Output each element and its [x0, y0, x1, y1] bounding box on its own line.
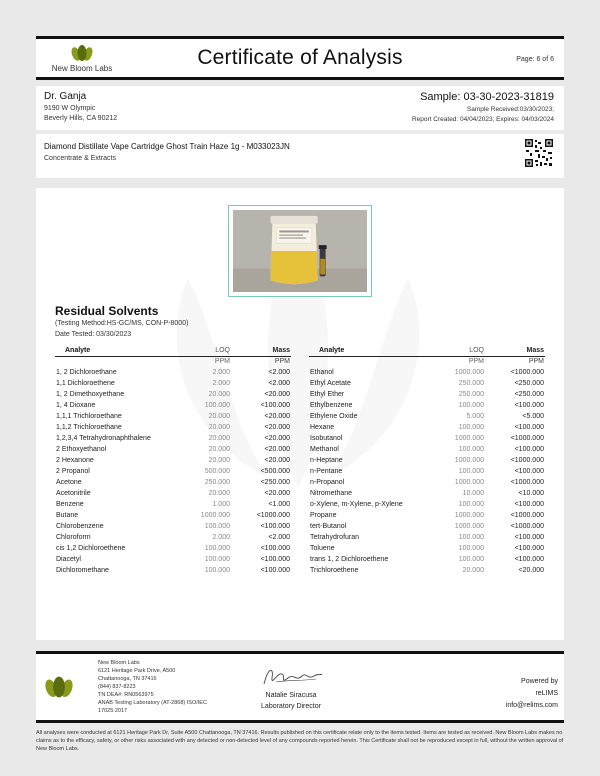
col-mass: Mass — [485, 345, 545, 356]
loq-cell: 100.000 — [458, 556, 484, 563]
loq-cell: 100.000 — [458, 545, 484, 552]
footer-dea: TN DEA#: RN0563975 — [98, 692, 154, 698]
loq-cell: 100.000 — [204, 523, 230, 530]
loq-cell: 5.000 — [466, 413, 484, 420]
analyte-cell: Benzene — [56, 501, 84, 508]
mass-cell: <20.000 — [264, 424, 290, 431]
loq-cell: 1000.000 — [454, 523, 484, 530]
table-row — [55, 367, 291, 378]
mass-unit: PPM — [274, 358, 290, 366]
table-row — [309, 433, 545, 444]
table-row — [309, 477, 545, 488]
date-tested: Date Tested: 03/30/2023 — [55, 331, 132, 338]
signer-role: Laboratory Director — [261, 703, 321, 710]
analyte-cell: 1,1 Dichloroethene — [56, 380, 115, 387]
table-header-row — [309, 345, 545, 356]
signature-icon — [258, 664, 324, 690]
table-row — [309, 510, 545, 521]
analyte-cell: Methanol — [310, 446, 339, 453]
powered-by-label: Powered by — [521, 678, 558, 685]
col-mass: Mass — [231, 345, 291, 356]
mass-cell: <10.000 — [518, 490, 544, 497]
sample-photo — [228, 205, 372, 297]
table-row — [309, 565, 545, 576]
table-row — [55, 444, 291, 455]
footer — [36, 651, 564, 723]
loq-unit: PPM — [468, 358, 484, 366]
header — [36, 36, 564, 80]
analyte-cell: trans 1, 2 Dichloroethene — [310, 556, 389, 563]
loq-cell: 1.000 — [212, 501, 230, 508]
loq-cell: 20.000 — [208, 490, 230, 497]
mass-cell: <20.000 — [264, 457, 290, 464]
mass-cell: <20.000 — [264, 490, 290, 497]
table-row — [55, 565, 291, 576]
loq-cell: 250.000 — [458, 380, 484, 387]
analyte-cell: Acetone — [56, 479, 82, 486]
loq-cell: 1000.000 — [454, 512, 484, 519]
mass-cell: <100.000 — [260, 545, 290, 552]
analyte-cell: 2 Propanol — [56, 468, 90, 475]
sample-dates — [412, 105, 554, 125]
loq-cell: 100.000 — [204, 556, 230, 563]
mass-cell: <20.000 — [264, 435, 290, 442]
mass-cell: <20.000 — [518, 567, 544, 574]
analyte-cell: 1, 4 Dioxane — [56, 402, 96, 409]
mass-cell: <250.000 — [260, 479, 290, 486]
loq-unit: PPM — [214, 358, 230, 366]
table-header-row — [55, 345, 291, 356]
product-category: Concentrate & Extracts — [44, 155, 116, 162]
loq-cell: 1000.000 — [454, 369, 484, 376]
footer-accreditation: ANAB Testing Laboratory (AT-2868) ISO/IEC — [98, 700, 207, 706]
mass-cell: <20.000 — [264, 391, 290, 398]
table-row — [55, 510, 291, 521]
page-title: Certificate of Analysis — [197, 46, 403, 69]
table-row — [309, 488, 545, 499]
analyte-cell: Acetonitrile — [56, 490, 91, 497]
powered-by — [506, 676, 558, 712]
col-loq: LOQ — [425, 345, 485, 356]
col-analyte: Analyte — [55, 345, 171, 356]
sample-received: Sample Received:03/30/2023; — [466, 106, 554, 113]
mass-cell: <2.000 — [268, 369, 290, 376]
analyte-cell: 1,1,2 Trichloroethane — [56, 424, 122, 431]
table-row — [55, 389, 291, 400]
mass-cell: <1000.000 — [510, 479, 544, 486]
loq-cell: 20.000 — [208, 435, 230, 442]
mass-cell: <250.000 — [514, 391, 544, 398]
table-row — [55, 433, 291, 444]
mass-cell: <2.000 — [268, 380, 290, 387]
loq-cell: 1000.000 — [454, 435, 484, 442]
analyte-cell: Ethanol — [310, 369, 334, 376]
bloom-logo-icon — [42, 674, 76, 700]
mass-cell: <100.000 — [260, 567, 290, 574]
mass-cell: <100.000 — [514, 468, 544, 475]
disclaimer: All analyses were conducted at 6121 Heritage Park Dr, Suite A500 Chattanooga, TN 37416. Results published on this certificate relate only to the items tested. Items are tested as received. New Bloom Labs makes no claims as to the efficacy, safety, or other risks associated with any detected or non-detected level of any compounds reported herein. This Certificate shall not be reproduced except in full, without the written approval of New Bloom Labs. — [36, 730, 564, 752]
table-row — [55, 477, 291, 488]
footer-lab-name: New Bloom Labs — [98, 660, 140, 666]
solvents-table-left — [55, 345, 291, 576]
lab-address-block — [98, 659, 207, 715]
analyte-cell: 2 Ethoxyethanol — [56, 446, 107, 453]
mass-cell: <5.000 — [522, 413, 544, 420]
mass-cell: <1000.000 — [510, 523, 544, 530]
loq-cell: 20.000 — [208, 446, 230, 453]
analyte-cell: Chloroform — [56, 534, 91, 541]
analyte-cell: Isobutanol — [310, 435, 343, 442]
analyte-cell: 1, 2 Dimethoxyethane — [56, 391, 125, 398]
relims-email[interactable]: info@relims.com — [505, 702, 558, 709]
table-row — [55, 400, 291, 411]
analyte-cell: Ethyl Ether — [310, 391, 345, 398]
table-row — [309, 521, 545, 532]
analyte-cell: Propane — [310, 512, 337, 519]
table-row — [55, 378, 291, 389]
analyte-cell: tert-Butanol — [310, 523, 347, 530]
mass-cell: <1.000 — [268, 501, 290, 508]
analyte-cell: Butane — [56, 512, 79, 519]
table-row — [309, 389, 545, 400]
client-info — [36, 86, 564, 130]
table-row — [309, 554, 545, 565]
mass-cell: <100.000 — [260, 523, 290, 530]
analyte-cell: Ethylene Oxide — [310, 413, 358, 420]
loq-cell: 100.000 — [458, 402, 484, 409]
analyte-cell: Trichloroethene — [310, 567, 359, 574]
mass-cell: <100.000 — [514, 501, 544, 508]
page-number: Page: 6 of 6 — [516, 56, 554, 63]
table-row — [309, 499, 545, 510]
loq-cell: 20.000 — [208, 391, 230, 398]
results-panel — [36, 188, 564, 640]
loq-cell: 2.000 — [212, 380, 230, 387]
signer-name: Natalie Siracusa — [265, 692, 317, 699]
footer-phone: (844) 837-8223 — [98, 684, 136, 690]
analyte-cell: Tetrahydrofuran — [310, 534, 360, 541]
table-row — [309, 367, 545, 378]
mass-cell: <100.000 — [514, 402, 544, 409]
table-row — [55, 543, 291, 554]
analyte-cell: Hexane — [310, 424, 335, 431]
analyte-cell: 1,1,1 Trichloroethane — [56, 413, 122, 420]
lab-name: New Bloom Labs — [51, 64, 113, 73]
loq-cell: 20.000 — [208, 457, 230, 464]
table-row — [309, 444, 545, 455]
loq-cell: 100.000 — [458, 534, 484, 541]
table-row — [55, 521, 291, 532]
table-row — [309, 466, 545, 477]
analyte-cell: Dichloromethane — [56, 567, 109, 574]
client-address-line2: Beverly Hills, CA 90212 — [44, 115, 118, 122]
footer-street: 6121 Heritage Park Drive, A500 — [98, 668, 176, 674]
mass-unit: PPM — [528, 358, 544, 366]
mass-cell: <20.000 — [264, 446, 290, 453]
table-row — [309, 422, 545, 433]
analyte-cell: n-Pentane — [310, 468, 343, 475]
mass-cell: <100.000 — [514, 545, 544, 552]
product-info — [36, 134, 564, 178]
mass-cell: <100.000 — [514, 446, 544, 453]
table-row — [55, 532, 291, 543]
mass-cell: <1000.000 — [510, 457, 544, 464]
mass-cell: <1000.000 — [256, 512, 290, 519]
analyte-cell: Ethyl Acetate — [310, 380, 351, 387]
loq-cell: 100.000 — [458, 424, 484, 431]
table-row — [309, 543, 545, 554]
loq-cell: 250.000 — [204, 479, 230, 486]
loq-cell: 1000.000 — [200, 512, 230, 519]
section-title: Residual Solvents — [55, 304, 159, 318]
client-address-line1: 9190 W Olympic — [44, 105, 96, 112]
table-row — [55, 411, 291, 422]
client-address — [44, 104, 117, 124]
report-created: Report Created: 04/04/2023; Expires: 04/03/2024 — [411, 116, 554, 123]
analyte-cell: n-Heptane — [310, 457, 343, 464]
units-row — [309, 356, 545, 367]
mass-cell: <250.000 — [514, 380, 544, 387]
loq-cell: 100.000 — [458, 468, 484, 475]
mass-cell: <100.000 — [514, 556, 544, 563]
testing-method: (Testing Method:HS-GC/MS, CON-P-8000) — [55, 320, 189, 327]
product-name: Diamond Distillate Vape Cartridge Ghost Train Haze 1g - M033023JN — [44, 142, 290, 151]
loq-cell: 20.000 — [462, 567, 484, 574]
loq-cell: 2.000 — [212, 369, 230, 376]
analyte-cell: Toluene — [310, 545, 335, 552]
footer-city: Chattanooga, TN 37416 — [98, 676, 157, 682]
analyte-cell: 2 Hexanone — [56, 457, 94, 464]
loq-cell: 10.000 — [462, 490, 484, 497]
analyte-cell: n-Propanol — [310, 479, 345, 486]
table-row — [55, 488, 291, 499]
mass-cell: <100.000 — [514, 534, 544, 541]
loq-cell: 100.000 — [204, 545, 230, 552]
loq-cell: 100.000 — [204, 402, 230, 409]
col-analyte: Analyte — [309, 345, 425, 356]
solvents-table-right — [309, 345, 545, 576]
loq-cell: 20.000 — [208, 424, 230, 431]
col-loq: LOQ — [171, 345, 231, 356]
table-row — [55, 455, 291, 466]
mass-cell: <1000.000 — [510, 512, 544, 519]
mass-cell: <100.000 — [260, 556, 290, 563]
analyte-cell: Diacetyl — [56, 556, 81, 563]
analyte-cell: Nitromethane — [310, 490, 353, 497]
analyte-cell: Chlorobenzene — [56, 523, 104, 530]
qr-code-icon[interactable] — [524, 138, 554, 168]
mass-cell: <1000.000 — [510, 369, 544, 376]
loq-cell: 100.000 — [458, 501, 484, 508]
footer-iso: 17025:2017 — [98, 708, 128, 714]
mass-cell: <20.000 — [264, 413, 290, 420]
relims-name: reLIMS — [535, 690, 558, 697]
table-row — [55, 554, 291, 565]
analyte-cell: Ethylbenzene — [310, 402, 353, 409]
loq-cell: 2.000 — [212, 534, 230, 541]
client-name: Dr. Ganja — [44, 91, 87, 102]
analyte-cell: 1,2,3,4 Tetrahydronaphthalene — [56, 435, 151, 442]
table-row — [309, 400, 545, 411]
analyte-cell: o-Xylene, m-Xylene, p-Xylene — [310, 501, 403, 508]
mass-cell: <100.000 — [260, 402, 290, 409]
table-row — [309, 378, 545, 389]
loq-cell: 1000.000 — [454, 479, 484, 486]
analyte-cell: cis 1,2 Dichloroethene — [56, 545, 126, 552]
product-photo-icon — [233, 210, 367, 292]
loq-cell: 250.000 — [458, 391, 484, 398]
units-row — [55, 356, 291, 367]
mass-cell: <500.000 — [260, 468, 290, 475]
mass-cell: <100.000 — [514, 424, 544, 431]
mass-cell: <1000.000 — [510, 435, 544, 442]
table-row — [309, 455, 545, 466]
analyte-cell: 1, 2 Dichloroethane — [56, 369, 117, 376]
table-row — [309, 532, 545, 543]
loq-cell: 100.000 — [458, 446, 484, 453]
sample-id: Sample: 03-30-2023-31819 — [420, 91, 554, 103]
loq-cell: 500.000 — [204, 468, 230, 475]
loq-cell: 20.000 — [208, 413, 230, 420]
mass-cell: <2.000 — [268, 534, 290, 541]
loq-cell: 1000.000 — [454, 457, 484, 464]
table-row — [309, 411, 545, 422]
table-row — [55, 499, 291, 510]
table-row — [55, 422, 291, 433]
table-row — [55, 466, 291, 477]
loq-cell: 100.000 — [204, 567, 230, 574]
